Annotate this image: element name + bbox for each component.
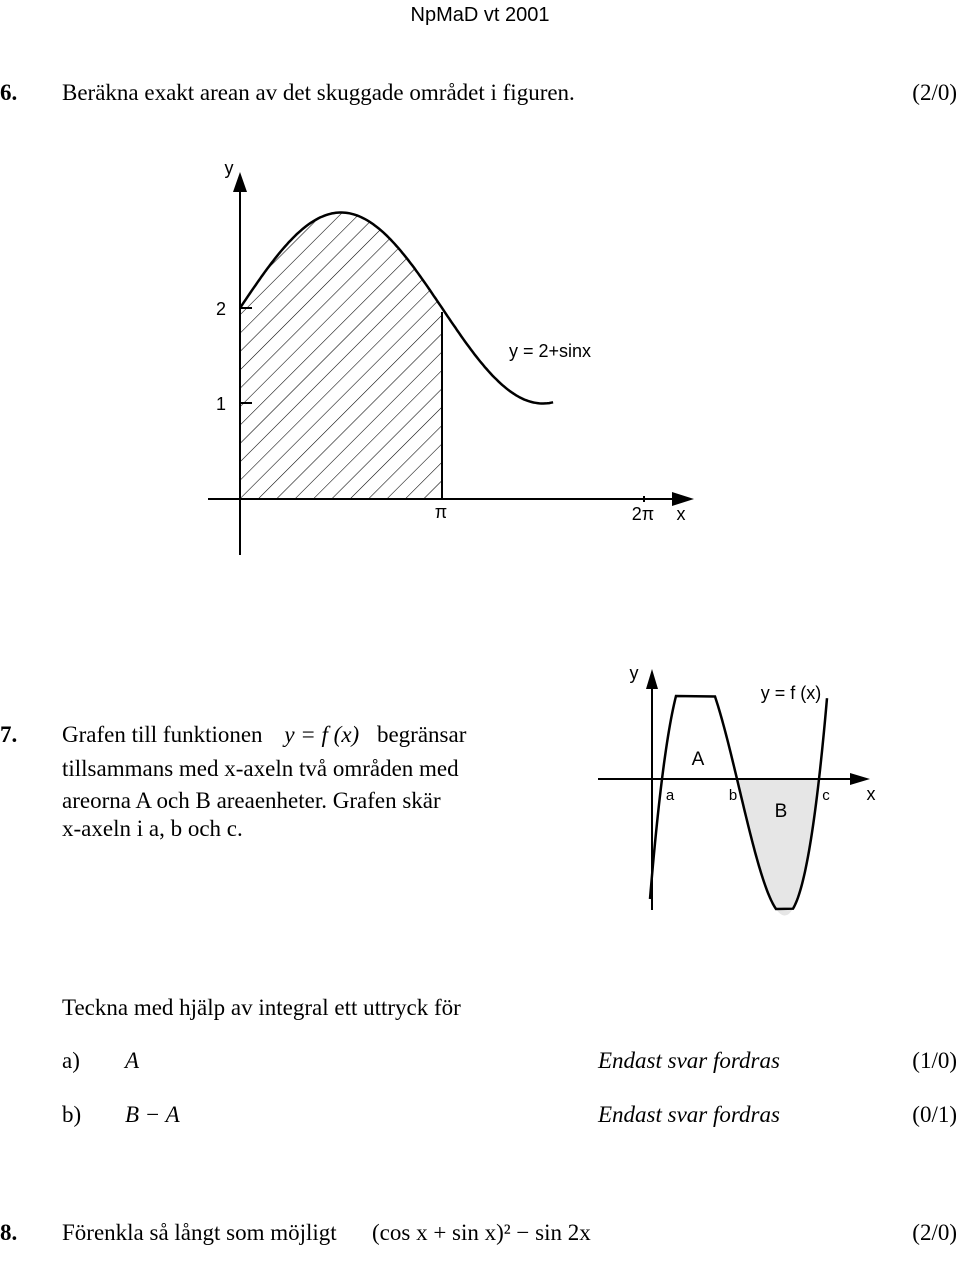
- q7-line2: tillsammans med x-axeln två områden med: [62, 756, 459, 781]
- y-axis-arrow: [646, 669, 658, 689]
- q7-instruction: Teckna med hjälp av integral ett uttryck för: [62, 995, 461, 1020]
- q6-figure: [0, 150, 960, 570]
- y-axis-arrow: [233, 172, 247, 192]
- q7a-note: Endast svar fordras: [598, 1048, 780, 1073]
- q7a-expr: A: [125, 1048, 140, 1073]
- region-b-fill: [737, 779, 819, 916]
- shaded-area: [240, 213, 442, 500]
- q7-x-label: x: [866, 784, 876, 804]
- q6-curve-label: y = 2+sinx: [509, 341, 592, 361]
- q6-y-label: y: [224, 158, 234, 178]
- q6-tick-label-pi: π: [434, 502, 448, 522]
- q7-figure: [590, 655, 890, 920]
- q7-line3: areorna A och B areaenheter. Grafen skär: [62, 788, 441, 813]
- q7a-label: a): [62, 1048, 80, 1073]
- q7b-note: Endast svar fordras: [598, 1102, 780, 1127]
- q7b-expr: B − A: [125, 1102, 180, 1127]
- q6-points: (2/0): [912, 80, 957, 105]
- q7-label-c: c: [822, 787, 830, 804]
- q7-line1: [62, 722, 466, 748]
- page-header: NpMaD vt 2001: [410, 4, 550, 26]
- q6-number: 6.: [0, 80, 18, 105]
- q7-formula: y = f (x): [284, 722, 360, 747]
- q7-line1-b: begränsar: [376, 722, 467, 747]
- q7-number: 7.: [0, 722, 18, 747]
- q7-line4: x-axeln i a, b och c.: [62, 816, 243, 841]
- q6-x-label: x: [676, 504, 686, 524]
- q6-tick-label-2pi: 2π: [631, 504, 655, 524]
- q7b-points: (0/1): [912, 1102, 957, 1127]
- q7-line1-a: Grafen till funktionen: [62, 722, 263, 747]
- q8-points: (2/0): [912, 1220, 957, 1245]
- q7-y-label: y: [629, 663, 639, 683]
- q8-formula: (cos x + sin x)² − sin 2x: [372, 1220, 591, 1245]
- q7b-label: b): [62, 1102, 82, 1127]
- q7-label-b: b: [728, 787, 738, 804]
- q7-region-b-label: B: [774, 801, 788, 822]
- q7-label-a: a: [665, 787, 675, 804]
- q6-tick-label-1: 1: [215, 394, 226, 414]
- q6-tick-label-2: 2: [215, 299, 226, 319]
- q7a-points: (1/0): [912, 1048, 957, 1073]
- q7-region-a-label: A: [691, 749, 705, 770]
- q8-number: 8.: [0, 1220, 18, 1245]
- q8-text: Förenkla så långt som möjligt: [62, 1220, 337, 1245]
- q6-text: Beräkna exakt arean av det skuggade området i figuren.: [62, 80, 575, 105]
- q7-curve-label: y = f (x): [760, 683, 822, 703]
